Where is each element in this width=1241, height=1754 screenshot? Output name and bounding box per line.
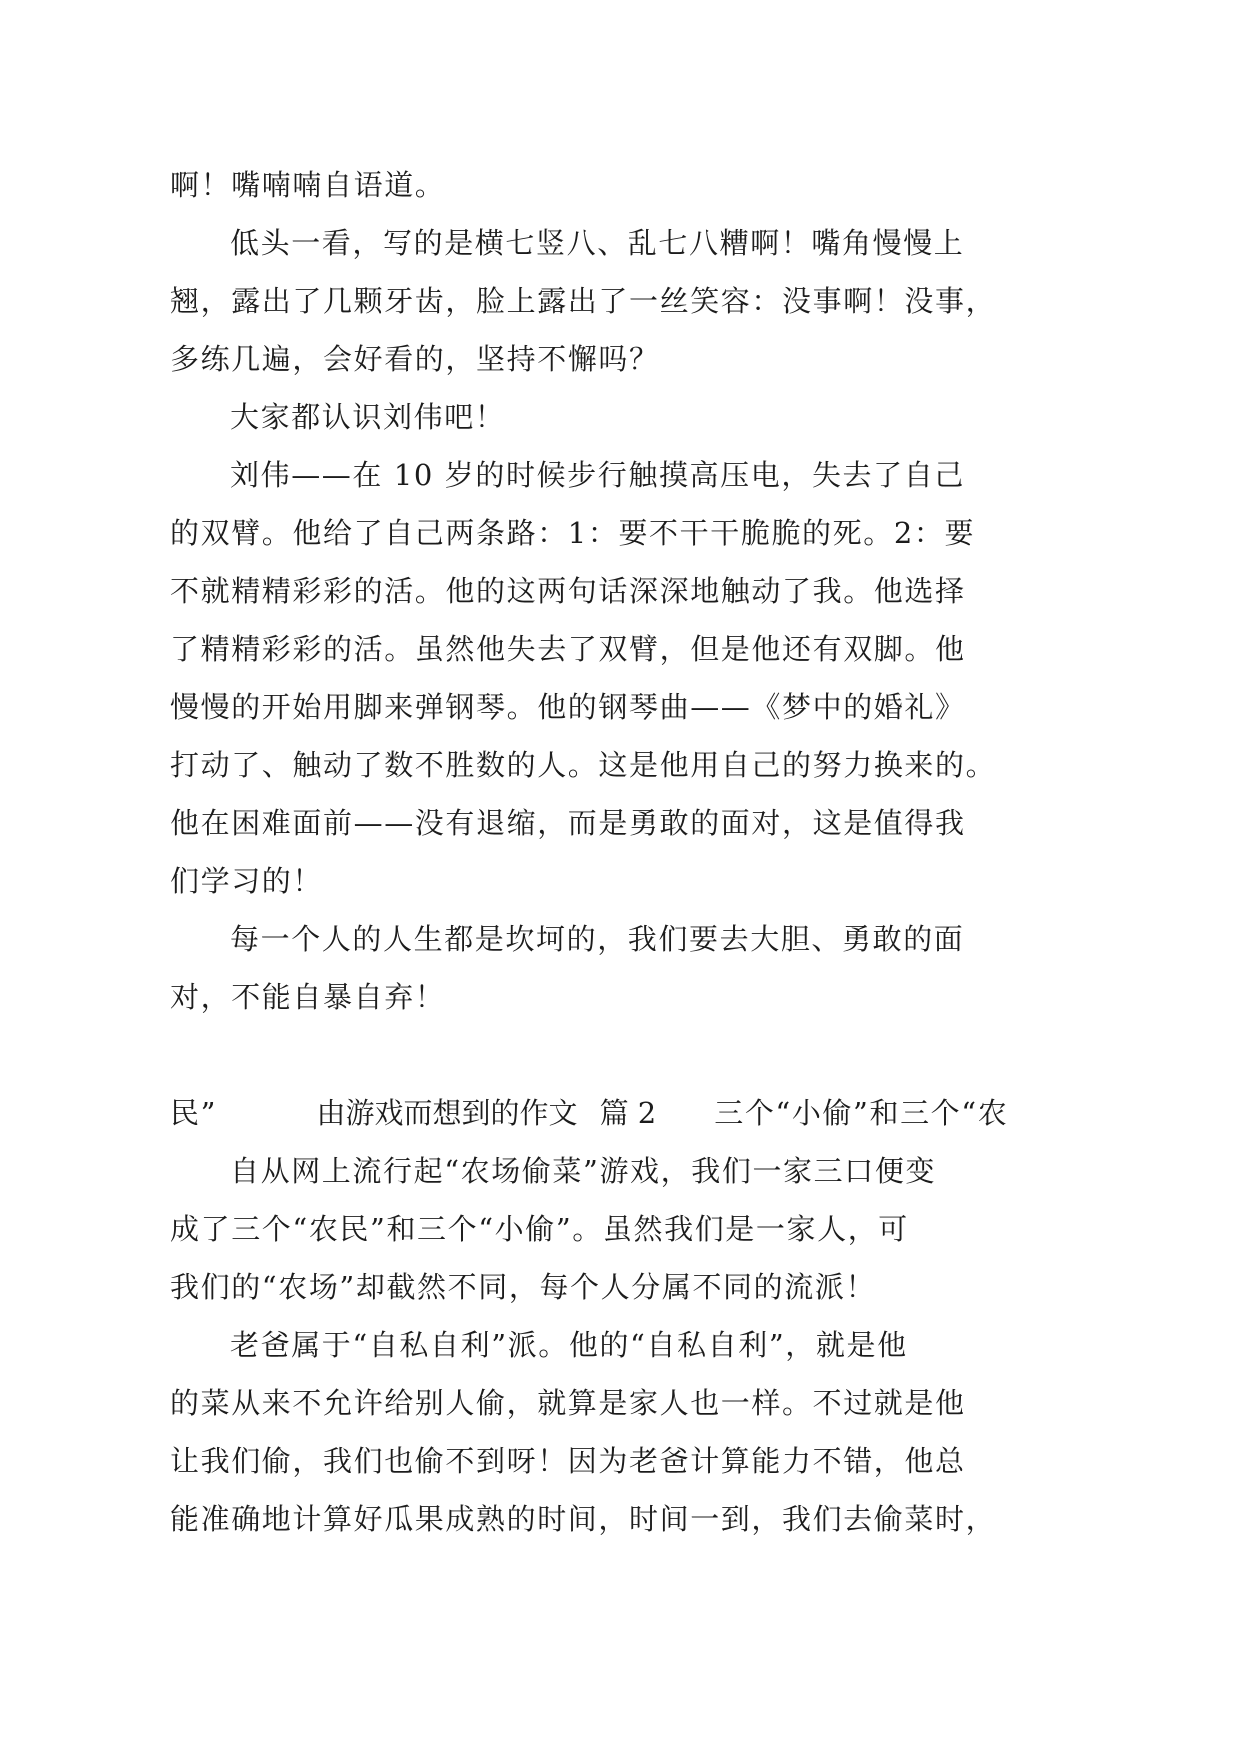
text-line: 多练几遍，会好看的，坚持不懈吗？ — [170, 342, 660, 376]
paragraph — [170, 1316, 1070, 1548]
text-line: 对，不能自暴自弃！ — [170, 980, 446, 1014]
essay-heading — [170, 1026, 1070, 1142]
text-line: 的菜从来不允许给别人偷，就算是家人也一样。不过就是他 — [170, 1386, 966, 1420]
essay-subtitle-continued: 民” — [170, 1096, 218, 1130]
text-line: 们学习的！ — [170, 864, 324, 898]
text-line: 自从网上流行起“农场偷菜”游戏，我们一家三口便变 — [230, 1154, 937, 1188]
document-body — [170, 156, 1070, 1548]
section-label: 篇 2 — [599, 1096, 657, 1130]
paragraph — [170, 446, 1070, 910]
text-line: 他在困难面前——没有退缩，而是勇敢的面对，这是值得我 — [170, 806, 966, 840]
text-line: 翘，露出了几颗牙齿，脸上露出了一丝笑容：没事啊！没事， — [170, 284, 997, 318]
text-line: 让我们偷，我们也偷不到呀！因为老爸计算能力不错，他总 — [170, 1444, 966, 1478]
text-line: 啊！嘴喃喃自语道。 — [170, 168, 446, 202]
paragraph — [170, 1142, 1070, 1316]
text-line: 每一个人的人生都是坎坷的，我们要去大胆、勇敢的面 — [230, 922, 965, 956]
text-line: 低头一看，写的是横七竖八、乱七八糟啊！嘴角慢慢上 — [230, 226, 965, 260]
text-line: 成了三个“农民”和三个“小偷”。虽然我们是一家人，可 — [170, 1212, 909, 1246]
paragraph — [170, 214, 1070, 388]
text-line: 不就精精彩彩的活。他的这两句话深深地触动了我。他选择 — [170, 574, 966, 608]
text-line: 的双臂。他给了自己两条路：1：要不干干脆脆的死。2：要 — [170, 516, 976, 550]
text-line: 老爸属于“自私自利”派。他的“自私自利”，就是他 — [230, 1328, 908, 1362]
text-line: 打动了、触动了数不胜数的人。这是他用自己的努力换来的。 — [170, 748, 997, 782]
text-line: 刘伟——在 10 岁的时候步行触摸高压电，失去了自己 — [230, 458, 965, 492]
paragraph — [170, 910, 1070, 1026]
heading-line — [170, 1026, 1070, 1130]
paragraph — [170, 156, 1070, 214]
text-line: 我们的“农场”却截然不同，每个人分属不同的流派！ — [170, 1270, 877, 1304]
text-line: 慢慢的开始用脚来弹钢琴。他的钢琴曲——《梦中的婚礼》 — [170, 690, 966, 724]
essay-subtitle: 三个“小偷”和三个“农 — [714, 1096, 1009, 1130]
essay-title: 由游戏而想到的作文 — [316, 1096, 578, 1130]
text-line: 了精精彩彩的活。虽然他失去了双臂，但是他还有双脚。他 — [170, 632, 966, 666]
paragraph — [170, 388, 1070, 446]
text-line: 能准确地计算好瓜果成熟的时间，时间一到，我们去偷菜时， — [170, 1502, 997, 1536]
text-line: 大家都认识刘伟吧！ — [230, 400, 506, 434]
